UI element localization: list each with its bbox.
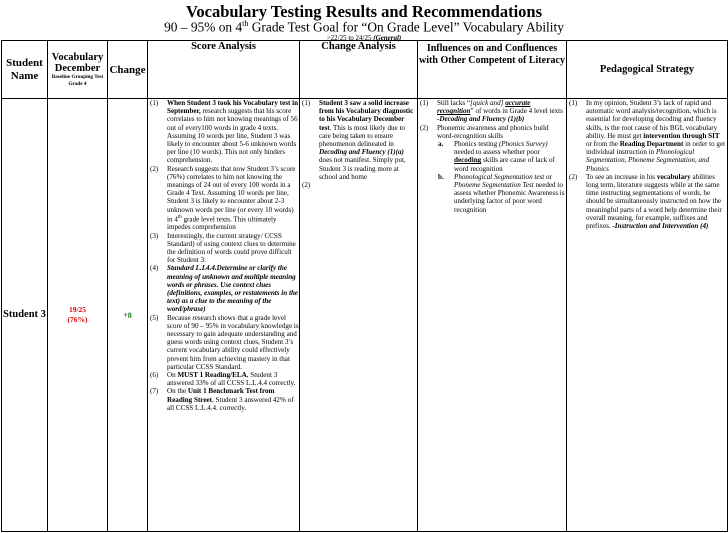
influence-subitem-b-test1: Phonological Segmentation test [454, 172, 545, 181]
item-number: (2) [569, 172, 578, 181]
ped-item-2 [567, 173, 727, 230]
change-item-1-bold: Student 3 saw a solid increase from his Vocabulary diagnostic to his Vocabulary December test [319, 99, 414, 132]
header-vocab-december [48, 41, 108, 99]
score-item-7 [148, 387, 299, 412]
change-item-1-reference: Decoding and Fluency (1)(a) [319, 148, 404, 157]
influence-subitem-a-decoding: decoding [454, 156, 482, 165]
score-item-7-text: On the [167, 387, 188, 396]
item-number: (4) [150, 264, 159, 273]
vocab-score-percent: (76%) [67, 315, 88, 324]
score-item-2-sup: th [177, 214, 182, 220]
ped-item-2-text: To see an increase in his [586, 172, 657, 181]
page-subtitle [0, 19, 728, 35]
influence-item-1-quick: [quick and] [470, 99, 506, 107]
item-number: (1) [420, 99, 429, 107]
score-item-7-text-end: , Student 3 answered 42% of all CCSS L.L.4.4. correctly. [167, 395, 294, 412]
score-item-5 [148, 314, 299, 371]
ped-item-2-text-mid: abilities long term, literature suggests while at the same time instructing segmentations of words, he should be simultaneously instructed on how the meaningful parts of a word help determine their overall meaning, for example, suffixes and prefixes. [586, 172, 722, 231]
student-name-cell: Student 3 [2, 99, 48, 532]
score-item-6-bold: MUST 1 Reading/ELA [177, 371, 247, 380]
score-item-2-text: Research suggests that now Student 3’s score (76%) correlates to him not knowing the meanings of 24 out of every 100 words in a Grade 4 Text. Assuming 10 words per line, Student 3 is likely to encounter about 2-3 unknown words per line (or every 10 words) in 4 [167, 164, 296, 224]
item-number: (2) [302, 181, 311, 190]
influence-item-2-text: Phonemic awareness and phonics build word-recognition skills [437, 123, 549, 140]
item-number: (6) [150, 371, 159, 380]
influence-item-2 [418, 124, 566, 140]
score-item-3-text: Interestingly, the current strategy/ CCSS Standard) of using context clues to determine the definition of words could prove difficult for Student 3: [167, 231, 296, 265]
header-vocab-main: Vocabulary December [51, 51, 104, 74]
student-row [2, 99, 728, 532]
influence-subitem-a-text-mid: needed to assess whether poor [454, 148, 540, 157]
pedagogical-strategy-cell [567, 99, 728, 532]
page-title: Vocabulary Testing Results and Recommendations [185, 2, 543, 21]
vocab-score: 19/25 [68, 305, 87, 314]
change-item-1-text-end: does not manifest. Simply put, Student 3 is reading more at school and home [319, 156, 406, 181]
subitem-letter: a. [438, 140, 444, 149]
range-line-text: >22/25 to 24/25 [326, 34, 374, 42]
ped-item-2-reference: -Instruction and Intervention (4) [612, 222, 709, 231]
ped-item-2-vocab: vocabulary [656, 172, 691, 181]
ped-item-1 [567, 99, 727, 173]
change-analysis-cell [300, 99, 418, 532]
influence-item-1-accurate: accurate recognition [437, 99, 531, 116]
influence-subitem-a-text: Phonics testing [454, 140, 499, 149]
change-cell: +8 [108, 99, 148, 532]
score-item-5-text: Because research shows that a grade level score of 90 – 95% in vocabulary knowledge is necessary to gain adequate understanding and guess words using context clues, Student 3’s current vocabulary ability could effectively prevent him from achieving mastery in that particular CCSS Standard. [167, 313, 299, 371]
ped-item-1-text-mid2: in order to get individual instruction in [586, 140, 726, 157]
score-item-3 [148, 232, 299, 265]
influence-subitem-a [418, 140, 566, 173]
item-number: (2) [150, 164, 159, 173]
influence-subitem-a-text-end: skills are cause of lack of word recognition [454, 156, 555, 173]
ped-item-1-text-mid: or from the [586, 140, 620, 149]
header-vocab-sub2: Grade 4 [68, 80, 87, 87]
subtitle-post: Grade Test Goal for “On Grade Level” Vocabulary Ability [248, 19, 564, 35]
score-item-6-text-end: , Student 3 answered 33% of all CCSS L.L.4.4 correctly. [167, 371, 296, 388]
score-item-4-standard: Standard L.L4.4.Determine or clarify the meaning of unknown and multiple meaning words or phrases. Use context clues (definitions, examples, or restatements in the text) as a clue to the meaning of the word/phrase) [167, 264, 299, 314]
ped-item-1-sit: intervention through SIT [643, 131, 720, 140]
score-item-6 [148, 371, 299, 387]
header-row [2, 41, 728, 99]
influence-subitem-b-text: needed to assess whether Phonemic Awareness is underlying factor of poor word recognition [454, 181, 565, 214]
item-number: (2) [420, 123, 429, 132]
score-analysis-cell [148, 99, 300, 532]
influence-item-1-text: Still lacks “ [437, 99, 471, 107]
influences-cell [418, 99, 567, 532]
score-item-2-text-end: grade level texts. This ultimately impedes comprehension [167, 215, 277, 232]
score-item-2 [148, 165, 299, 232]
subitem-letter: b. [438, 172, 444, 181]
range-line-general: (General) [373, 34, 402, 42]
change-item-1-text: . This is most likely due to care being taken to ensure phenomenon delineated in [319, 123, 405, 149]
influence-subitem-b-test2: Phoneme Segmentation Test [454, 181, 534, 190]
header-change-analysis: Change Analysis [300, 41, 418, 99]
header-student-name: Student Name [2, 41, 48, 99]
influence-item-1-reference: -Decoding and Fluency (1)(b) [437, 115, 525, 124]
influence-subitem-b [418, 173, 566, 214]
ped-item-1-skills: Phonological Segmentation, Phoneme Segmentation, and Phonics [586, 148, 710, 173]
score-item-6-text: On [167, 371, 178, 380]
item-number: (3) [150, 231, 159, 240]
item-number: (1) [150, 99, 159, 107]
ped-item-1-dept: Reading Department [619, 140, 684, 149]
item-number: (7) [150, 387, 159, 396]
header-score-analysis: Score Analysis [148, 41, 300, 99]
header-pedagogical-strategy: Pedagogical Strategy [567, 41, 728, 99]
vocab-score-cell [48, 99, 108, 532]
score-item-1-text: research suggests that his score correlates to him not knowing meanings of 56 out of every100 words in grade 4 texts. Assuming 10 words per line, Student 3 was likely to encounter about 5-6 unknown words per line (10 words). This not only hinders comprehension. [167, 107, 298, 165]
header-change: Change [108, 41, 148, 99]
score-item-4 [148, 264, 299, 313]
subtitle-pre: 90 – 95% on 4 [164, 19, 243, 35]
change-item-1 [300, 99, 417, 181]
influence-subitem-b-or: or [544, 172, 552, 181]
subtitle-sup: th [242, 19, 249, 28]
header-influences: Influences on and Confluences with Other Competent of Literacy [418, 41, 567, 99]
influence-item-1 [418, 99, 566, 124]
item-number: (1) [569, 99, 578, 107]
influence-item-1-text-mid: ” of words in Grade 4 level texts [470, 107, 563, 116]
results-table [1, 40, 728, 532]
influence-subitem-a-survey: (Phonics Survey) [498, 140, 548, 149]
header-vocab-sub1: Baseline Grouping Test [51, 73, 104, 80]
item-number: (5) [150, 313, 159, 322]
item-number: (1) [302, 99, 311, 107]
score-item-1-bold: When Student 3 took his Vocabulary test in September, [167, 99, 299, 116]
score-item-7-bold: Unit 1 Benchmark Test from Reading Street [167, 387, 275, 404]
ped-item-1-text: In my opinion, Student 3’s lack of rapid and automatic word analysis/recognition, which is essential for developing decoding and fluency skills, is the root cause of his BGL vocabulary ability. He must get [586, 99, 718, 140]
score-item-1 [148, 99, 299, 165]
